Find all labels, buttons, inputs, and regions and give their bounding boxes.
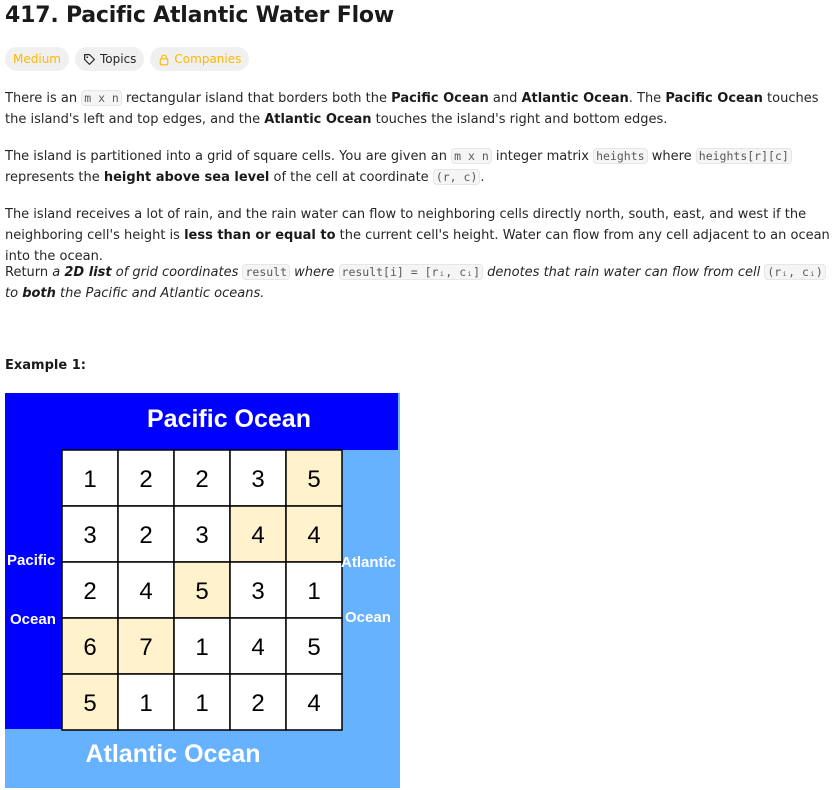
grid-cell-value-4-0: 5 xyxy=(83,690,97,717)
example-diagram xyxy=(5,393,400,788)
atlantic-ocean-title: Atlantic Ocean xyxy=(85,740,261,768)
description-paragraph-3: The island receives a lot of rain, and the rain water can flow to neighboring cells directly north, south, east, and west if the neighboring cell's height is less than or equal to the current cell's height. Water can flow from any cell adjacent to an ocean into the ocean. xyxy=(5,207,830,264)
difficulty-label: Medium xyxy=(13,52,61,66)
grid-cell-value-2-2: 5 xyxy=(195,578,209,605)
pacific-side-label-1: Pacific xyxy=(7,552,56,569)
grid-cell-value-3-4: 5 xyxy=(307,634,321,661)
grid-cell-value-2-3: 3 xyxy=(251,578,265,605)
grid-cell-value-0-2: 2 xyxy=(195,466,209,493)
grid-cell-value-2-0: 2 xyxy=(83,578,97,605)
description-paragraph-4: Return a 2D list of grid coordinates result where result[i] = [rᵢ, cᵢ] denotes that rain water can flow from cell (rᵢ, cᵢ) to both the Pacific and Atlantic oceans. xyxy=(5,262,835,304)
pacific-side-label-2: Ocean xyxy=(10,611,56,628)
description-paragraph-1: There is an m x n rectangular island that borders both the Pacific Ocean and Atlantic Ocean. The Pacific Ocean touches the island's left and top edges, and the Atlantic Ocean touches the island's right and bottom edges. xyxy=(5,91,819,127)
grid-cell-value-4-3: 2 xyxy=(251,690,265,717)
pacific-ocean-title: Pacific Ocean xyxy=(147,405,311,433)
grid-cell-value-0-0: 1 xyxy=(83,466,97,493)
grid-cell-value-0-1: 2 xyxy=(139,466,153,493)
tag-icon xyxy=(83,53,96,66)
grid-cell-value-1-3: 4 xyxy=(251,522,265,549)
grid-cell-value-1-0: 3 xyxy=(83,522,97,549)
grid-cell-value-1-4: 4 xyxy=(307,522,321,549)
grid-cell-value-3-1: 7 xyxy=(139,634,153,661)
topics-label: Topics xyxy=(99,52,137,66)
ocean-grid-diagram xyxy=(5,393,400,788)
grid-cell-value-3-2: 1 xyxy=(195,634,209,661)
grid-cell-value-4-1: 1 xyxy=(139,690,153,717)
grid-cell-value-3-3: 4 xyxy=(251,634,265,661)
grid-cell-value-2-1: 4 xyxy=(139,578,153,605)
grid-cell-value-1-2: 3 xyxy=(195,522,209,549)
description-paragraph-2: The island is partitioned into a grid of square cells. You are given an m x n integer matrix heights where heights[r][c] represents the height above sea level of the cell at coordinate (r, c) . xyxy=(5,146,835,188)
difficulty-badge xyxy=(5,47,69,71)
example-label: Example 1: xyxy=(5,358,86,373)
atlantic-side-label-2: Ocean xyxy=(345,609,391,626)
problem-title: 417. Pacific Atlantic Water Flow xyxy=(5,3,394,28)
atlantic-side-label-1: Atlantic xyxy=(341,554,397,571)
grid-cell-value-4-4: 4 xyxy=(307,690,321,717)
companies-button[interactable] xyxy=(150,47,249,71)
tag-bar xyxy=(5,47,249,71)
grid-cell-value-2-4: 1 xyxy=(307,578,321,605)
grid-cell-value-4-2: 1 xyxy=(195,690,209,717)
grid-cell-value-0-4: 5 xyxy=(307,466,321,493)
grid-cell-value-3-0: 6 xyxy=(83,634,97,661)
grid-cell-value-0-3: 3 xyxy=(251,466,265,493)
grid-cell-value-1-1: 2 xyxy=(139,522,153,549)
topics-button[interactable] xyxy=(75,47,144,71)
companies-label: Companies xyxy=(174,52,242,66)
lock-icon xyxy=(158,53,170,66)
